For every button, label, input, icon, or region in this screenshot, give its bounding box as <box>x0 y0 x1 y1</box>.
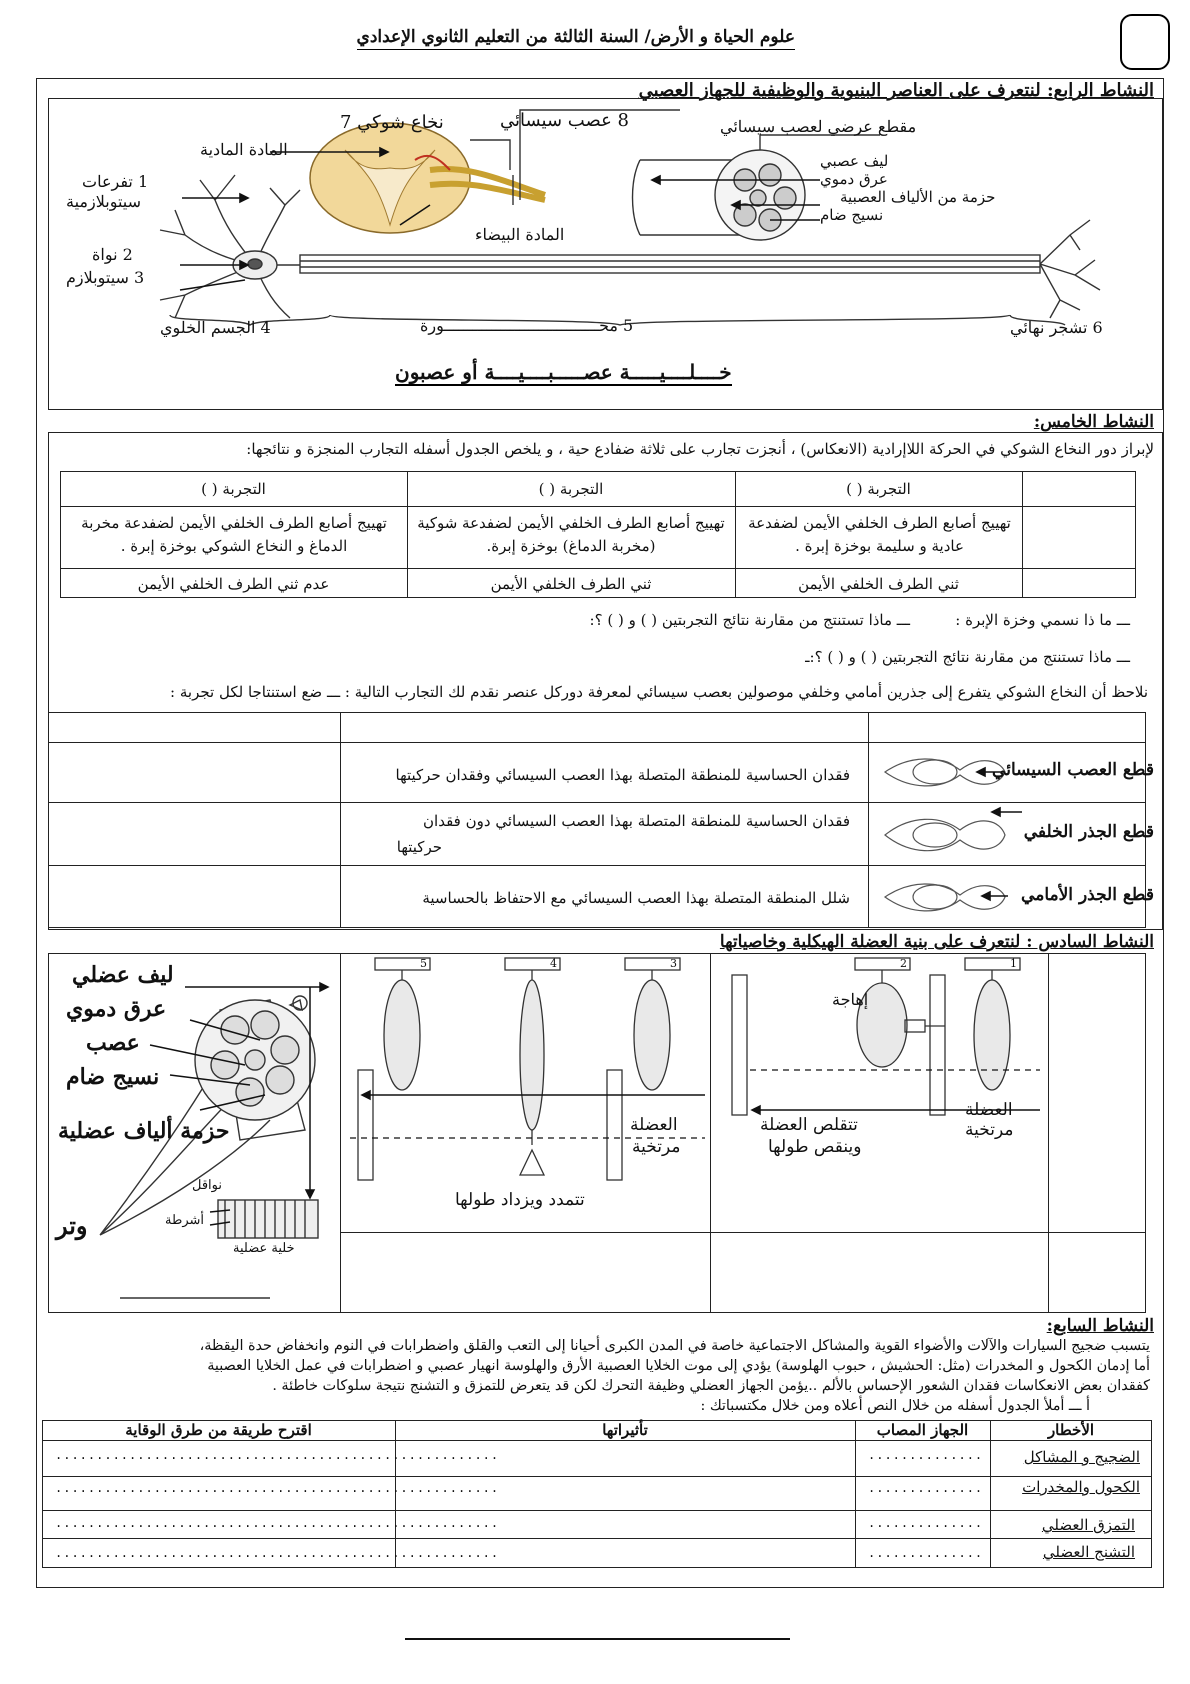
exp-num-4: 4 <box>550 957 557 970</box>
organ-row-1: .............. <box>868 1448 984 1462</box>
cut-result-ventral-root: شلل المنطقة المتصلة بهذا العصب السيسائي مع الاحتفاظ بالحساسية <box>422 889 850 907</box>
exp-action-3: تهييج أصابع الطرف الخلفي الأيمن لضفدعة مخربة الدماغ و النخاع الشوكي بوخزة إبرة . <box>81 514 387 556</box>
risk-row-1: الضجيج و المشاكل <box>1023 1448 1140 1466</box>
label-axon: 5 محـــــــــــــــــــــــــــــــــورة <box>420 316 634 335</box>
muscle-label-bands: أشرطة <box>165 1213 204 1228</box>
label-terminal: 6 تشجر نهائي <box>1010 318 1103 337</box>
label-nerve-fiber: ليف عصبي <box>820 152 889 170</box>
exp-label-relaxed-a2: مرتخية <box>965 1120 1014 1140</box>
exp-num-5: 5 <box>420 957 427 970</box>
cut-result-dorsal-root: فقدان الحساسية للمنطقة المتصلة بهذا العصب السيسائي دون فقدان <box>423 812 850 830</box>
prevention-row-4: ...................................................... <box>55 1546 500 1560</box>
muscle-label-tendon: وتر <box>56 1211 88 1240</box>
cut-label-dorsal-root: قطع الجذر الخلفي <box>1023 822 1154 842</box>
exp-num-3: 3 <box>670 957 677 970</box>
exp-label-relaxed-a: العضلة <box>965 1100 1013 1120</box>
label-cell-body: 4 الجسم الخلوي <box>160 318 271 337</box>
header-title: علوم الحياة و الأرض/ السنة الثالثة من التعليم الثانوي الإعدادي <box>357 27 795 50</box>
label-connective-tissue: نسيج ضام <box>820 206 884 224</box>
activity5-title: النشاط الخامس: <box>1033 412 1154 432</box>
prevention-row-2: ...................................................... <box>55 1481 500 1495</box>
risks-header-organ: الجهاز المصاب <box>876 1421 969 1439</box>
neuron-caption: خــــلــــيـــــة عصـــــبــــيــــة أو عصبون <box>395 360 732 384</box>
muscle-label-bundle: حزمة ألياف عضلية <box>58 1118 230 1144</box>
activity7-task: أ ـــ أملأ الجدول أسفله من خلال النص أعلاه ومن خلال مكتسباتك : <box>700 1398 1090 1414</box>
exp-label-relaxed-b2: مرتخية <box>632 1137 681 1157</box>
exp-label-relaxed-b: العضلة <box>630 1115 678 1135</box>
label-cytoplasm: 3 سيتوبلازم <box>66 268 145 287</box>
activity7-para-3: كفقدان بعض الانعكاسات فقدان الشعور الإحساس بالألم ..يؤمن الجهاز العضلي وظيفة التحرك لكن قد يتعرض للتمزق و التشنج نتيجة سلوكات خاطئة . <box>272 1378 1150 1394</box>
question-1b: ـــ ماذا تستنتج من مقارنة نتائج التجربتين ( ) و ( ) ؟: <box>589 611 910 629</box>
label-fiber-bundle: حزمة من الألياف العصبية <box>840 188 996 206</box>
organ-row-2: .............. <box>868 1481 984 1495</box>
muscle-label-fiber: ليف عضلي <box>72 962 174 988</box>
label-nucleus: 2 نواة <box>92 245 133 264</box>
cut-result-nerve: فقدان الحساسية للمنطقة المتصلة بهذا العصب السيسائي وفقدان حركيتها <box>395 766 850 784</box>
activity7-title: النشاط السابع: <box>1046 1316 1154 1336</box>
cut-result-dorsal-root-2: حركيتها <box>396 838 442 856</box>
exp-num-1: 1 <box>1010 957 1017 970</box>
muscle-label-vessel: عرق دموي <box>66 996 167 1022</box>
risks-header-risk: الأخطار <box>1047 1421 1095 1439</box>
exp-action-2: تهييج أصابع الطرف الخلفي الأيمن لضفدعة شوكية (مخربة الدماغ) بوخزة إبرة. <box>417 514 725 556</box>
exp-result-2: ثني الطرف الخلفي الأيمن <box>490 575 652 593</box>
label-white-matter: المادة البيضاء <box>475 225 565 244</box>
exp-header-2: التجربة ( ) <box>538 480 604 498</box>
muscle-label-nerve: عصب <box>86 1030 140 1056</box>
prevention-row-1: ...................................................... <box>55 1448 500 1462</box>
activity6-title: النشاط السادس : لنتعرف على بنية العضلة الهيكلية وخاصياتها <box>719 932 1154 952</box>
organ-row-4: .............. <box>868 1546 984 1560</box>
exp-label-stimulus: إهاجة <box>832 990 869 1009</box>
activity5-note: نلاحظ أن النخاع الشوكي يتفرع إلى جذرين أمامي وخلفي موصولين بعصب سيسائي لمعرفة دوركل عنصر نقدم لك التجارب التالية : ـــ ضع استنتاجا لكل تجربة : <box>170 683 1148 701</box>
label-dendrites-2: سيتوبلازمية <box>66 192 142 211</box>
cut-label-ventral-root: قطع الجذر الأمامي <box>1021 885 1154 905</box>
exp-header-1: التجربة ( ) <box>846 480 911 498</box>
exp-action-1: تهييج أصابع الطرف الخلفي الأيمن لضفدعة عادية و سليمة بوخزة إبرة . <box>748 514 1011 556</box>
exp-result-1: ثني الطرف الخلفي الأيمن <box>798 575 959 593</box>
cut-label-nerve: قطع العصب السيسائي <box>992 760 1154 780</box>
question-1a: ـــ ما ذا نسمي وخزة الإبرة : <box>955 611 1130 629</box>
exp-num-2: 2 <box>900 957 907 970</box>
organ-row-3: .............. <box>868 1516 984 1530</box>
footer-rule <box>405 1638 790 1640</box>
exp-label-contracts: تتقلص العضلة <box>760 1115 858 1135</box>
risks-header-prevention: اقترح طريقة من طرق الوقاية <box>125 1421 312 1439</box>
exp-label-stretches: تتمدد ويزداد طولها <box>455 1190 585 1210</box>
exp-header-3: التجربة ( ) <box>201 480 266 498</box>
activity4-title: النشاط الرابع: لنتعرف على العناصر البنيوية والوظيفية للجهاز العصبي <box>638 80 1154 101</box>
label-blood-vessel: عرق دموي <box>820 170 888 188</box>
muscle-label-cell: خلية عضلية <box>233 1241 295 1256</box>
risk-row-2: الكحول والمخدرات <box>1022 1478 1140 1496</box>
activity7-para-1: يتسبب ضجيج السيارات والآلات والأضواء القوية والمشاكل الاجتماعية خاصة في المدن الكبرى أحيانا إلى التعب والقلق واضطرابات في النوم وانخفاض حدة اليقظة، <box>199 1338 1150 1354</box>
prevention-row-3: ...................................................... <box>55 1516 500 1530</box>
activity7-para-2: أما إدمان الكحول و المخدرات (مثل: الحشيش ، حبوب الهلوسة) يؤدي إلى موت الخلايا العصبية الأرق والهلوسة انهيار عصبي و اضطرابات في عمل الخلايا العصبية <box>207 1358 1150 1374</box>
risk-row-4: التشنج العضلي <box>1042 1543 1135 1561</box>
risks-header-effects: تأثيراتها <box>602 1421 648 1439</box>
label-spinal-cord: نخاع شوكي 7 <box>340 112 444 133</box>
activity5-intro: لإبراز دور النخاع الشوكي في الحركة اللاإرادية (الانعكاس) ، أنجزت تجارب على ثلاثة ضفادع حية ، و يلخص الجدول أسفله التجارب المنجزة و نتائجها: <box>246 440 1154 458</box>
muscle-label-connective: نسيج ضام <box>66 1064 160 1090</box>
label-spinal-nerve: 8 عصب سيسائي <box>500 110 629 131</box>
exp-label-contracts-2: وينقص طولها <box>768 1137 862 1157</box>
label-gray-matter: المادة المادية <box>200 140 288 159</box>
risk-row-3: التمزق العضلي <box>1041 1516 1135 1534</box>
label-dendrites: 1 تفرعات <box>82 172 149 191</box>
muscle-label-nuclei: نواقل <box>192 1178 223 1193</box>
question-2: ـــ ماذا تستنتج من مقارنة نتائج التجربتين ( ) و ( ) ؟:ـ <box>805 648 1130 666</box>
label-nerve-cross-section: مقطع عرضي لعصب سيسائي <box>720 117 917 136</box>
exp-result-3: عدم ثني الطرف الخلفي الأيمن <box>137 575 330 593</box>
